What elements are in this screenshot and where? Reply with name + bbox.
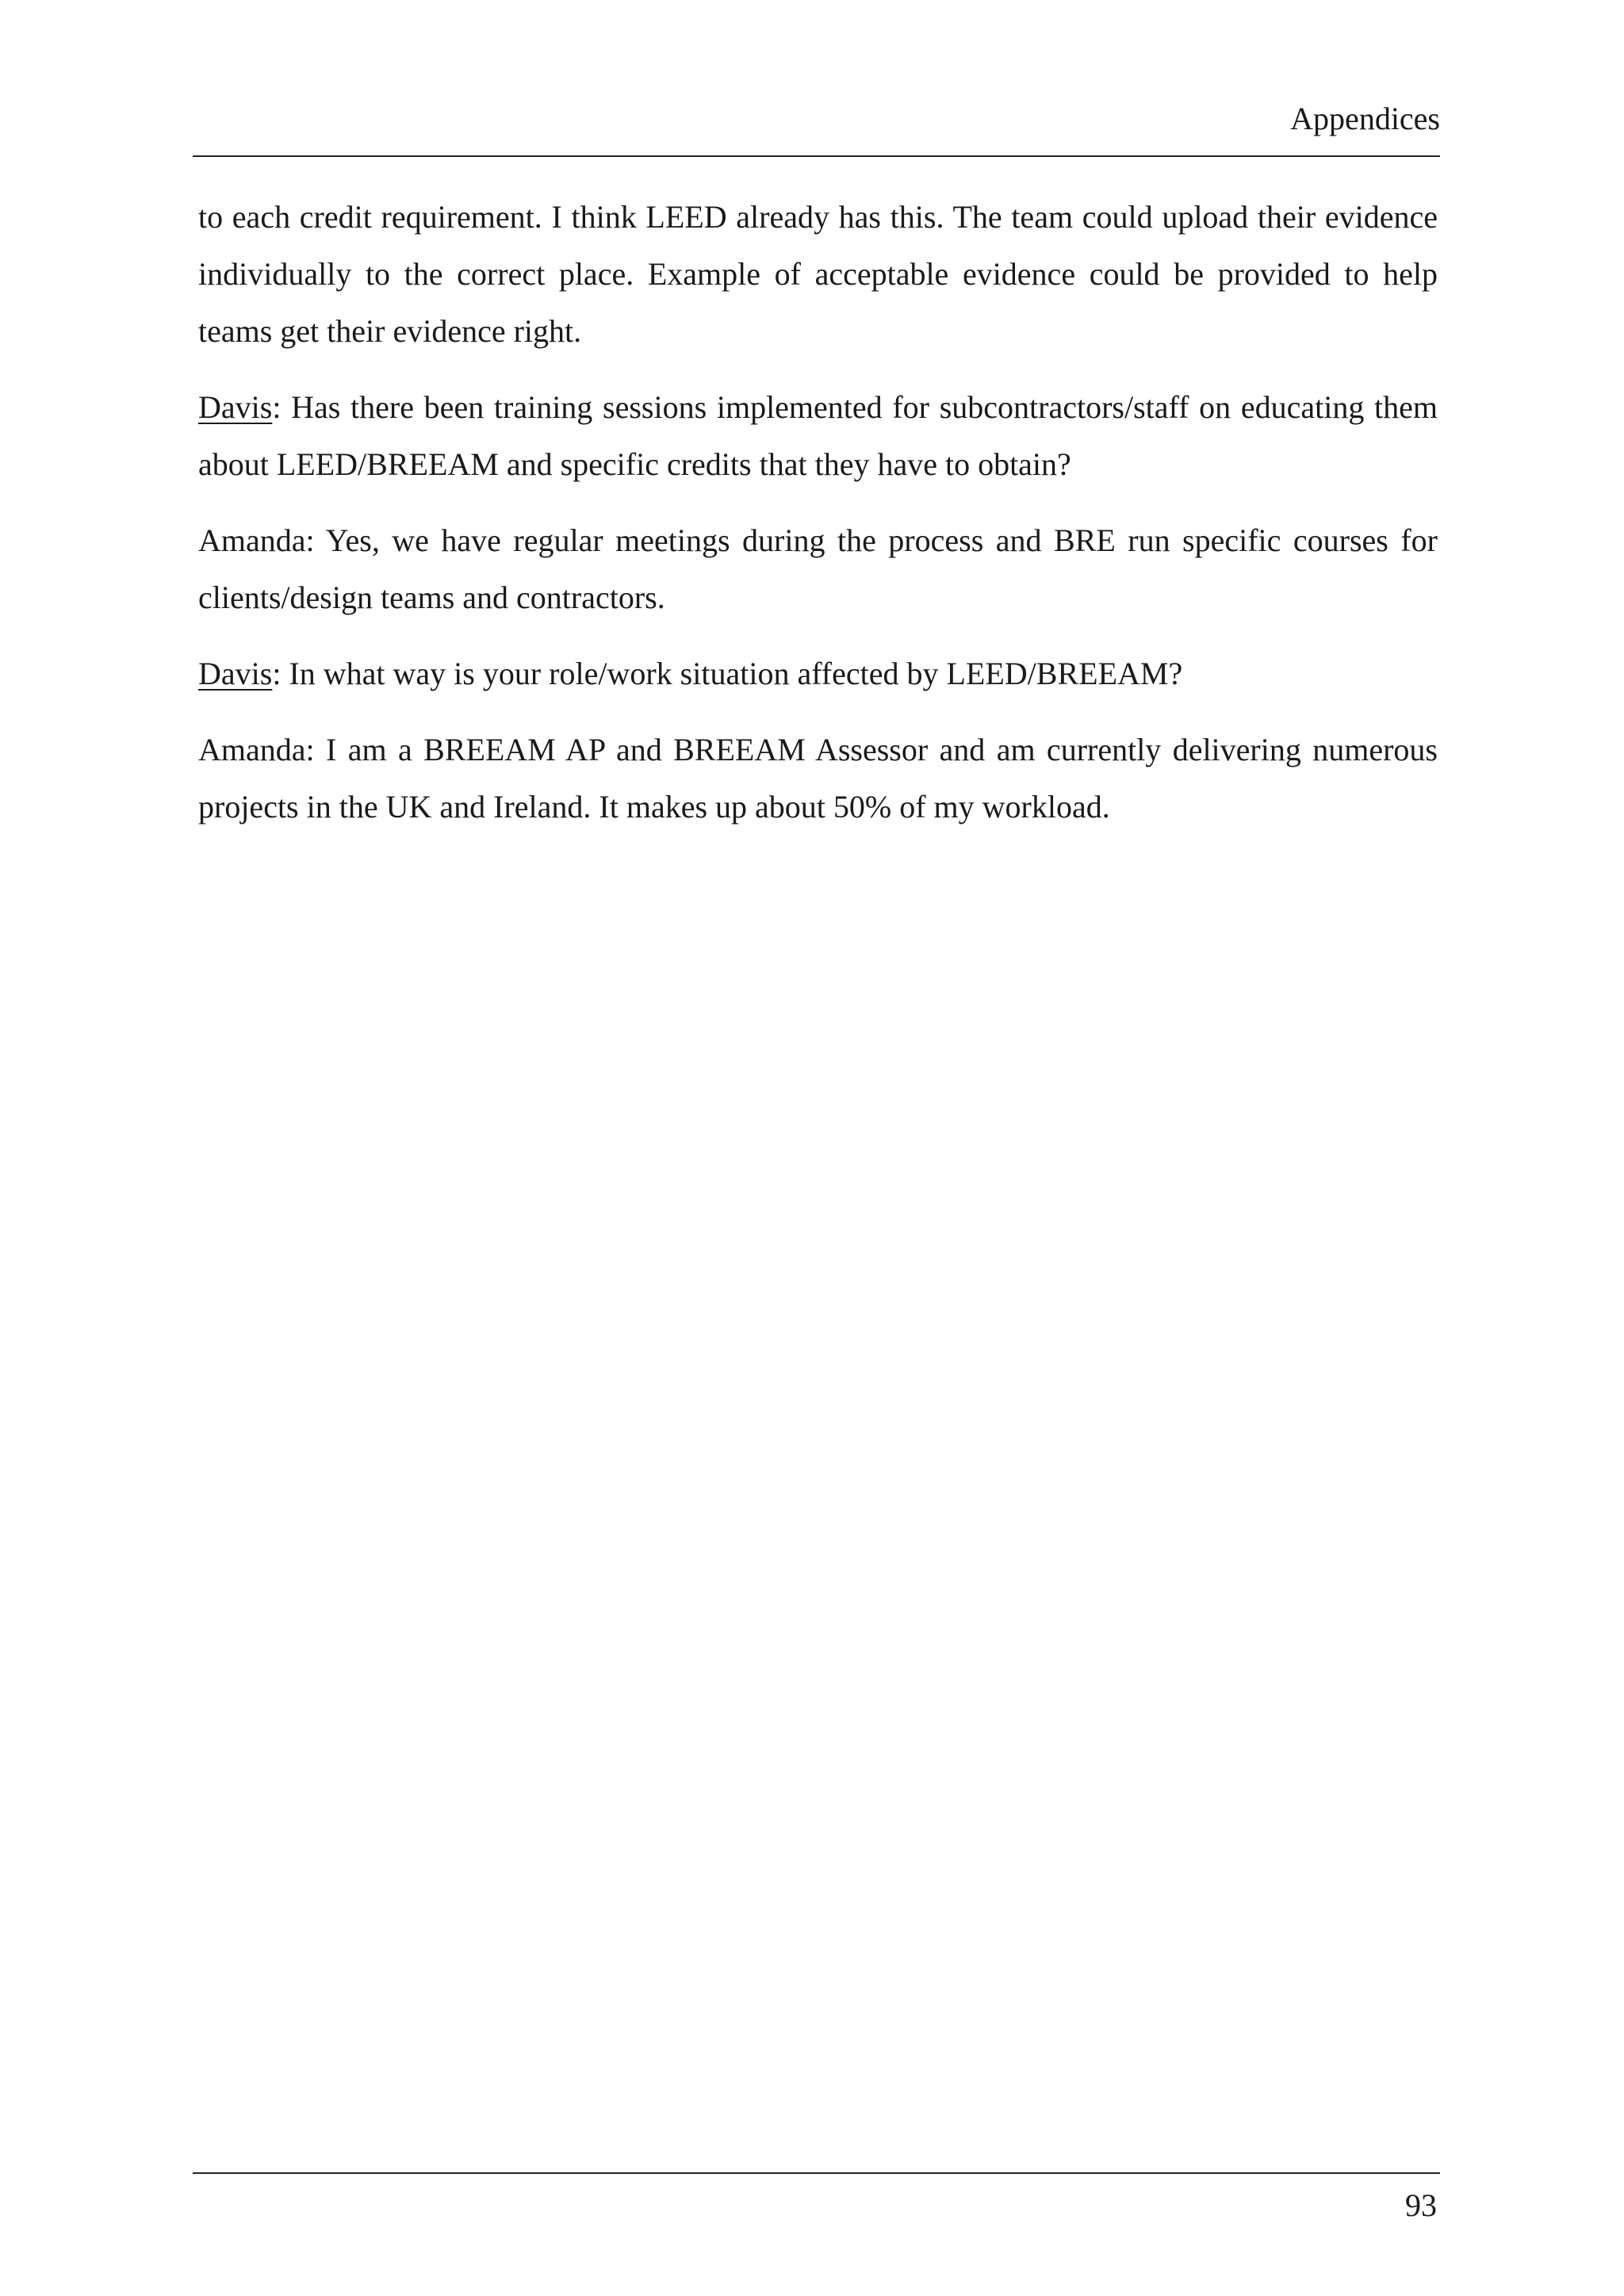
interview-answer [198,512,1438,626]
question-text: : In what way is your role/work situation affected by LEED/BREEAM? [272,656,1183,691]
header-rule [193,155,1440,157]
answer-text: Amanda: I am a BREEAM AP and BREEAM Assessor and am currently delivering numerous projects in the UK and Ireland. It makes up about 50% of my workload. [198,732,1438,825]
interview-answer [198,721,1438,836]
paragraph-continuation [198,189,1438,360]
interview-question [198,645,1438,702]
page-number: 93 [1405,2187,1437,2223]
paragraph-text: to each credit requirement. I think LEED already has this. The team could upload their evidence individually to the correct place. Example of acceptable evidence could be provided to help teams get their evidence right. [198,199,1438,349]
page-header [193,94,1440,157]
answer-text: Amanda: Yes, we have regular meetings during the process and BRE run specific courses for clients/design teams and contractors. [198,522,1438,615]
running-header-title: Appendices [1290,101,1440,136]
footer-rule [193,2172,1440,2174]
question-text: : Has there been training sessions implemented for subcontractors/staff on educating them about LEED/BREEAM and specific credits that they have to obtain? [198,389,1438,482]
speaker-name: Davis [198,389,273,425]
body-text [198,189,1438,855]
speaker-name: Davis [198,656,273,691]
interview-question [198,379,1438,493]
page-footer [193,2172,1440,2236]
